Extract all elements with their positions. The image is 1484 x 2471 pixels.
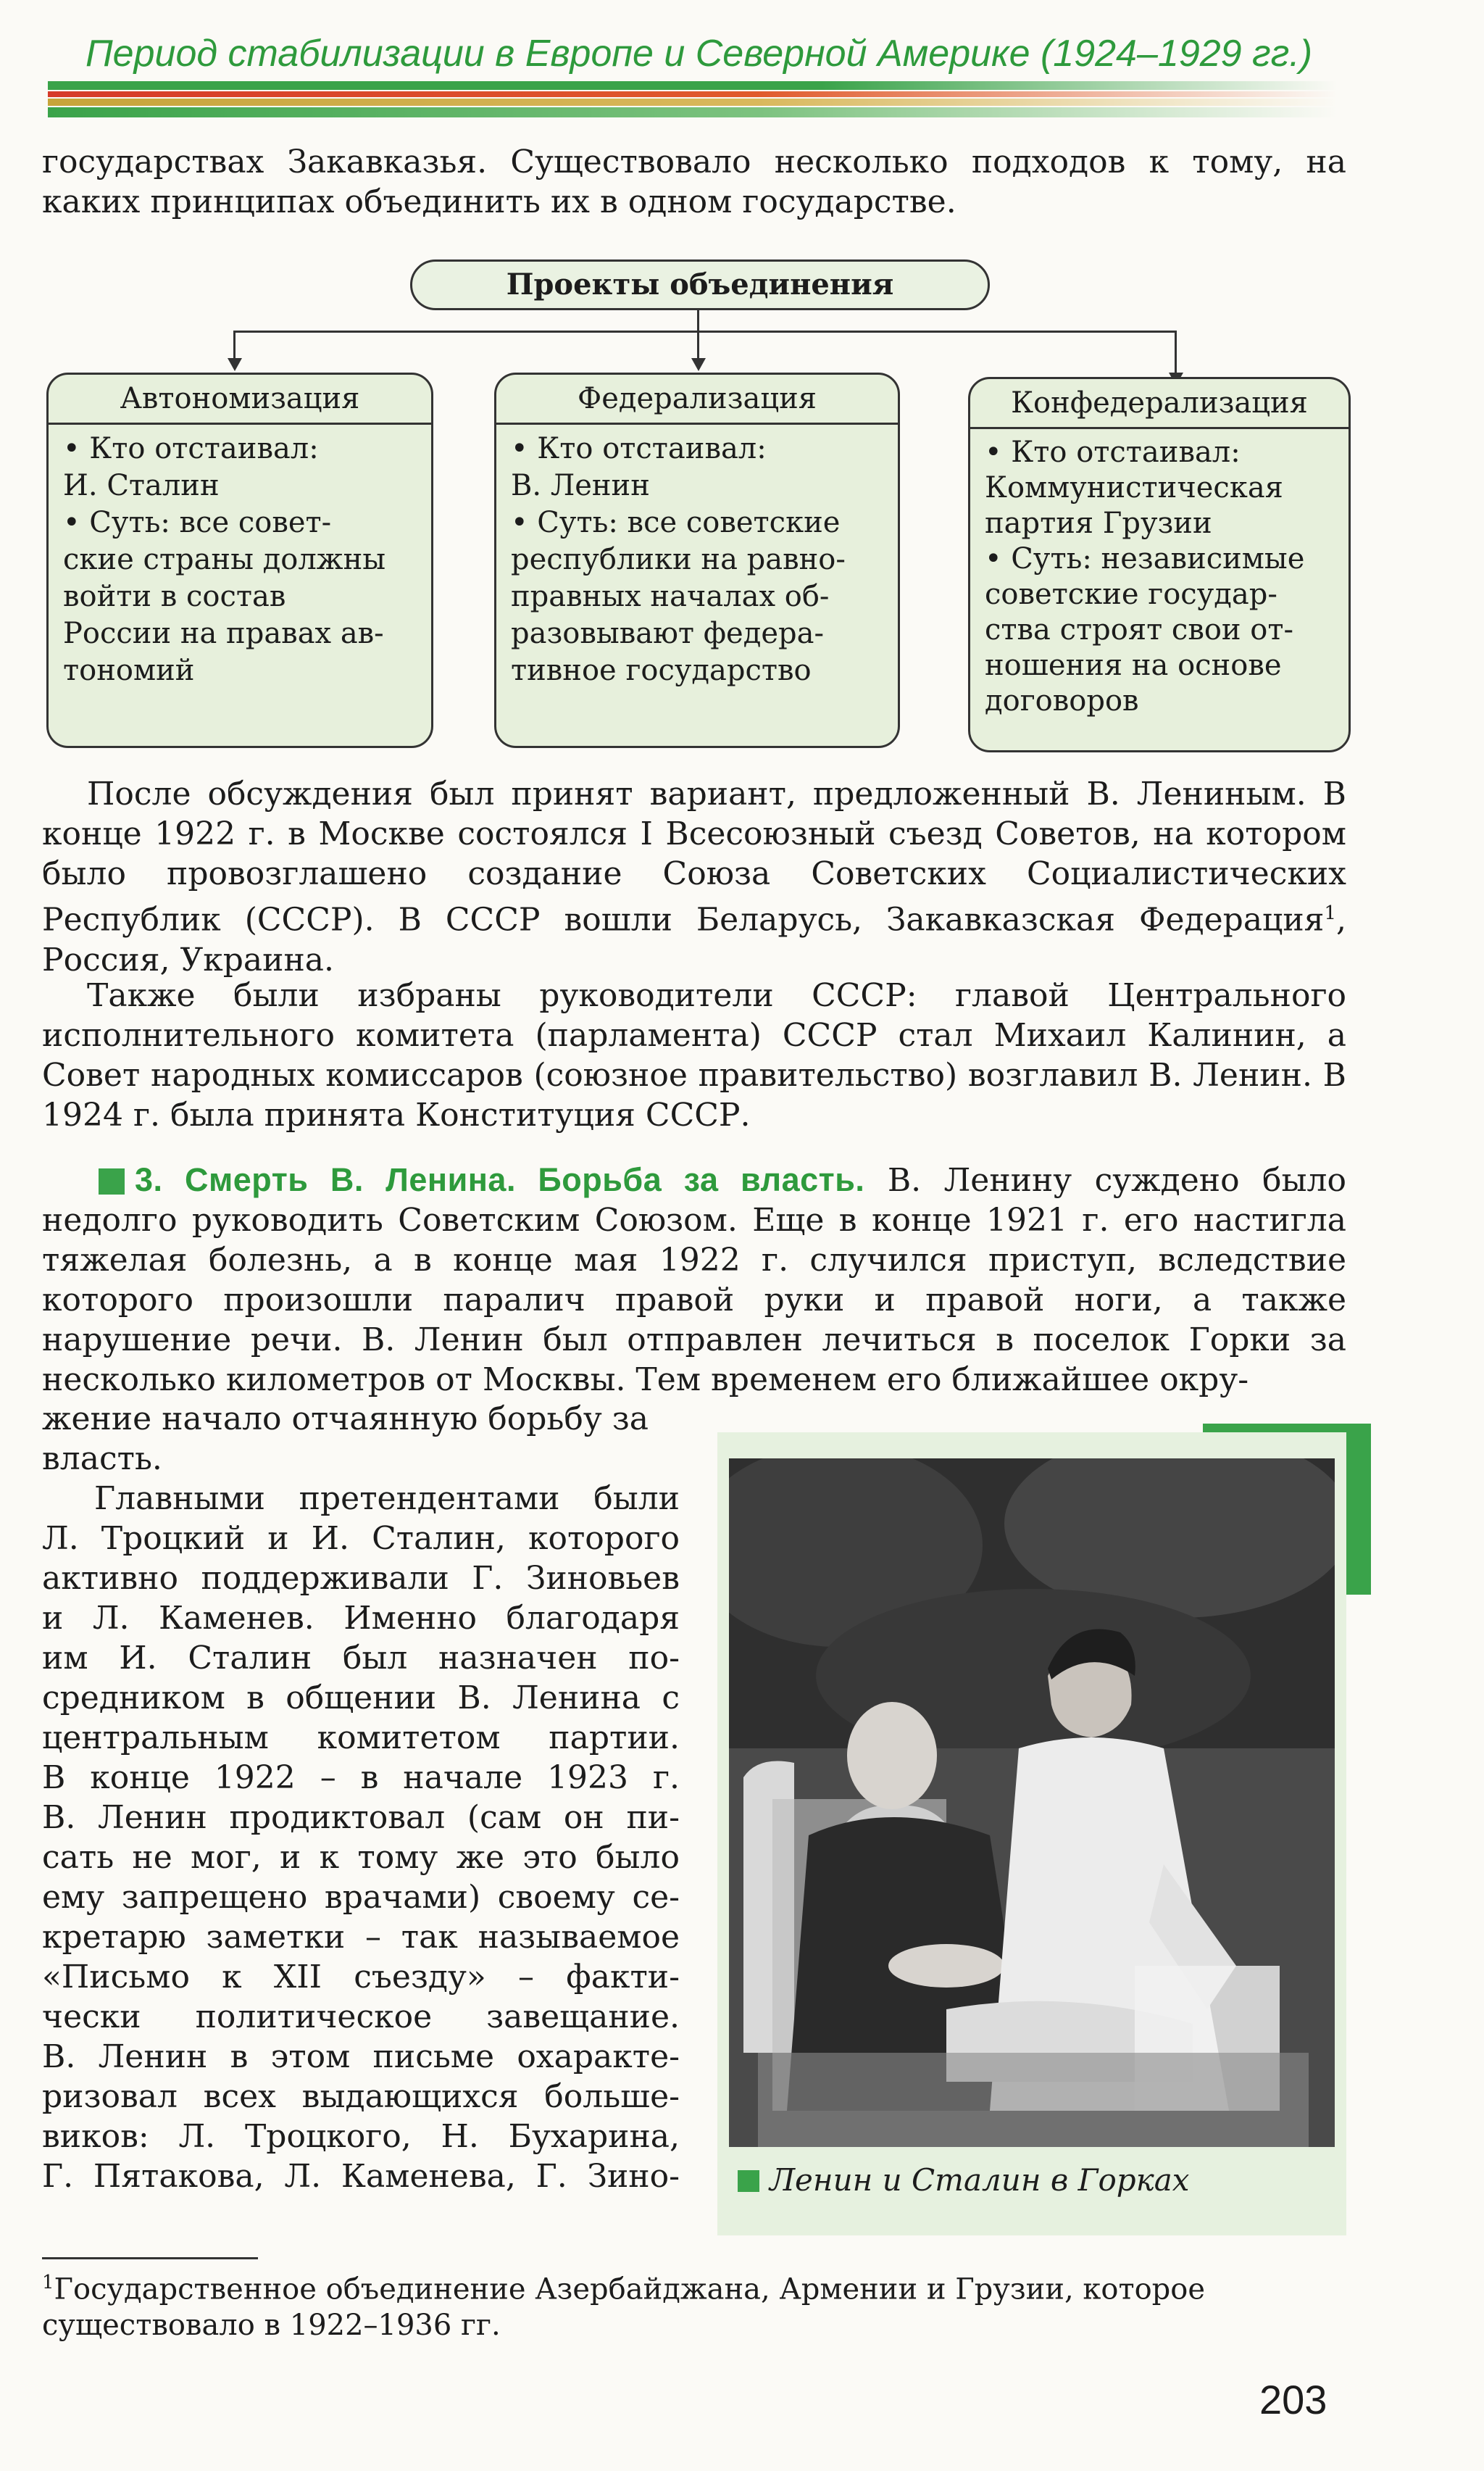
text-line: им И. Сталин был назначен по- xyxy=(42,1640,680,1677)
paragraph-ussr-leaders xyxy=(42,976,1346,1135)
photo-figure xyxy=(717,1432,1346,2235)
project-box-line: • Кто отстаивал: xyxy=(985,436,1241,469)
running-header-title: Период стабилизации в Европе и Северной Америке (1924–1929 гг.) xyxy=(86,33,1313,75)
connector-horizontal xyxy=(233,331,1177,333)
project-box-line: правных началах об- xyxy=(511,580,830,613)
project-box-autonomization xyxy=(46,373,433,748)
historical-photo xyxy=(729,1458,1335,2147)
text-line: В конце 1922 – в начале 1923 г. xyxy=(42,1759,680,1796)
section-3-paragraph xyxy=(42,1160,1346,1400)
header-stripe-red xyxy=(48,91,1338,97)
text-line: В. Ленин продиктовал (сам он пи- xyxy=(42,1799,680,1836)
intro-line: государствах Закавказья. Существовало несколько подходов к тому, на xyxy=(42,144,1346,180)
project-box-body xyxy=(970,429,1348,719)
paragraph-succession-struggle xyxy=(42,1479,680,2196)
header-stripe-green xyxy=(48,81,1338,90)
paragraph-text: , Россия, Украина. xyxy=(42,901,1346,979)
project-box-heading: Конфедерализация xyxy=(970,379,1348,429)
project-box-line: тивное государство xyxy=(511,654,812,687)
footnote-divider xyxy=(42,2257,258,2259)
project-box-line: • Кто отстаивал: xyxy=(63,432,319,465)
text-line: ризовал всех выдающихся больше- xyxy=(42,2078,680,2115)
project-box-line: договоров xyxy=(985,684,1139,718)
diagram-title: Проекты объединения xyxy=(410,259,990,310)
connector-middle xyxy=(697,331,699,360)
text-line: и Л. Каменев. Именно благодаря xyxy=(42,1600,680,1637)
section-3-continuation xyxy=(42,1399,680,1479)
footnote xyxy=(42,2264,1339,2343)
project-box-line: советские государ- xyxy=(985,578,1277,611)
project-box-line: В. Ленин xyxy=(511,469,650,502)
text-line: «Письмо к XII съезду» – факти- xyxy=(42,1959,680,1996)
text-line: сать не мог, и к тому же это было xyxy=(42,1839,680,1876)
footnote-reference: 1 xyxy=(1324,902,1336,924)
project-box-line: Коммунистическая xyxy=(985,471,1283,504)
footnote-mark: 1 xyxy=(42,2272,54,2293)
paragraph-text: В. Ленину суждено было недолго руководить Советским Союзом. Еще в конце 1921 г. его настигла тяжелая болезнь, а в конце мая 1922 г. случился приступ, вследствие которого произошли паралич правой руки и правой ноги, а также нарушение речи. В. Ленин был отправлен лечиться в поселок Горки за несколько километров от Москвы. Тем временем его ближайшее окру- xyxy=(42,1162,1346,1398)
project-box-heading: Федерализация xyxy=(496,375,898,425)
project-box-line: ношения на основе xyxy=(985,649,1282,682)
paragraph-text: Также были избраны руководители СССР: главой Центрального исполнительного комитета (парламента) СССР стал Михаил Калинин, а Совет народных комиссаров (союзное правительство) возглавил В. Ленин. В 1924 г. была принята Конституция СССР. xyxy=(42,977,1346,1134)
text-line: чески политическое завещание. xyxy=(42,1998,680,2035)
section-heading: 3. Смерть В. Ленина. Борьба за власть. xyxy=(135,1161,865,1198)
text-line: ему запрещено врачами) своему се- xyxy=(42,1879,680,1916)
arrow-down-icon xyxy=(691,358,706,371)
text-line: власть. xyxy=(42,1440,162,1477)
project-box-line: И. Сталин xyxy=(63,469,220,502)
project-box-confederalization xyxy=(968,377,1351,752)
connector-left xyxy=(233,331,235,360)
text-line: В. Ленин в этом письме охаракте- xyxy=(42,2038,680,2075)
caption-marker-square xyxy=(738,2170,759,2192)
text-line: Главными претендентами были xyxy=(94,1480,680,1517)
connector-stem xyxy=(697,310,699,332)
project-box-line: партия Грузии xyxy=(985,507,1212,540)
text-line: средником в общении В. Ленина с xyxy=(42,1679,680,1716)
text-line: жение начало отчаянную борьбу за xyxy=(42,1400,649,1437)
photo-caption: Ленин и Сталин в Горках xyxy=(770,2162,1190,2198)
connector-right xyxy=(1175,331,1177,374)
footnote-text: Государственное объединение Азербайджана, Армении и Грузии, которое существовало в 1922–1936 гг. xyxy=(42,2272,1206,2343)
text-line: активно поддерживали Г. Зиновьев xyxy=(42,1560,680,1597)
arrow-down-icon xyxy=(228,358,242,371)
project-box-line: ские страны должны xyxy=(63,543,386,576)
project-box-line: разовывают федера- xyxy=(511,617,824,650)
project-box-line: республики на равно- xyxy=(511,543,846,576)
project-box-line: • Кто отстаивал: xyxy=(511,432,767,465)
intro-line: каких принципах объединить их в одном государстве. xyxy=(42,183,956,220)
project-box-body xyxy=(496,425,898,689)
intro-paragraph xyxy=(42,142,1346,222)
project-box-line: ства строят свои от- xyxy=(985,613,1294,647)
project-box-line: • Суть: независимые xyxy=(985,542,1305,576)
paragraph-text: После обсуждения был принят вариант, предложенный В. Лениным. В конце 1922 г. в Москве состоялся I Всесоюзный съезд Советов, на котором было провозглашено создание Союза Советских Социалистических Республик (СССР). В СССР вошли Беларусь, Закавказская Федерация xyxy=(42,776,1346,939)
text-line: кретарю заметки – так называемое xyxy=(42,1919,680,1956)
project-box-line: • Суть: все совет- xyxy=(63,506,332,539)
project-box-line: войти в состав xyxy=(63,580,286,613)
header-stripe-gold xyxy=(48,99,1338,106)
text-line: Г. Пятакова, Л. Каменева, Г. Зино- xyxy=(42,2158,680,2195)
header-stripe-green-light xyxy=(48,107,1338,117)
photo-illustration xyxy=(729,1458,1335,2147)
paragraph-ussr-creation xyxy=(42,774,1346,980)
project-box-body xyxy=(49,425,431,689)
project-box-line: тономий xyxy=(63,654,195,687)
text-line: виков: Л. Троцкого, Н. Бухарина, xyxy=(42,2118,680,2155)
project-box-heading: Автономизация xyxy=(49,375,431,425)
text-line: Л. Троцкий и И. Сталин, которого xyxy=(42,1520,680,1557)
project-box-line: России на правах ав- xyxy=(63,617,384,650)
text-line: центральным комитетом партии. xyxy=(42,1719,680,1756)
project-box-federalization xyxy=(494,373,900,748)
project-box-line: • Суть: все советские xyxy=(511,506,841,539)
page-number: 203 xyxy=(1259,2377,1327,2422)
